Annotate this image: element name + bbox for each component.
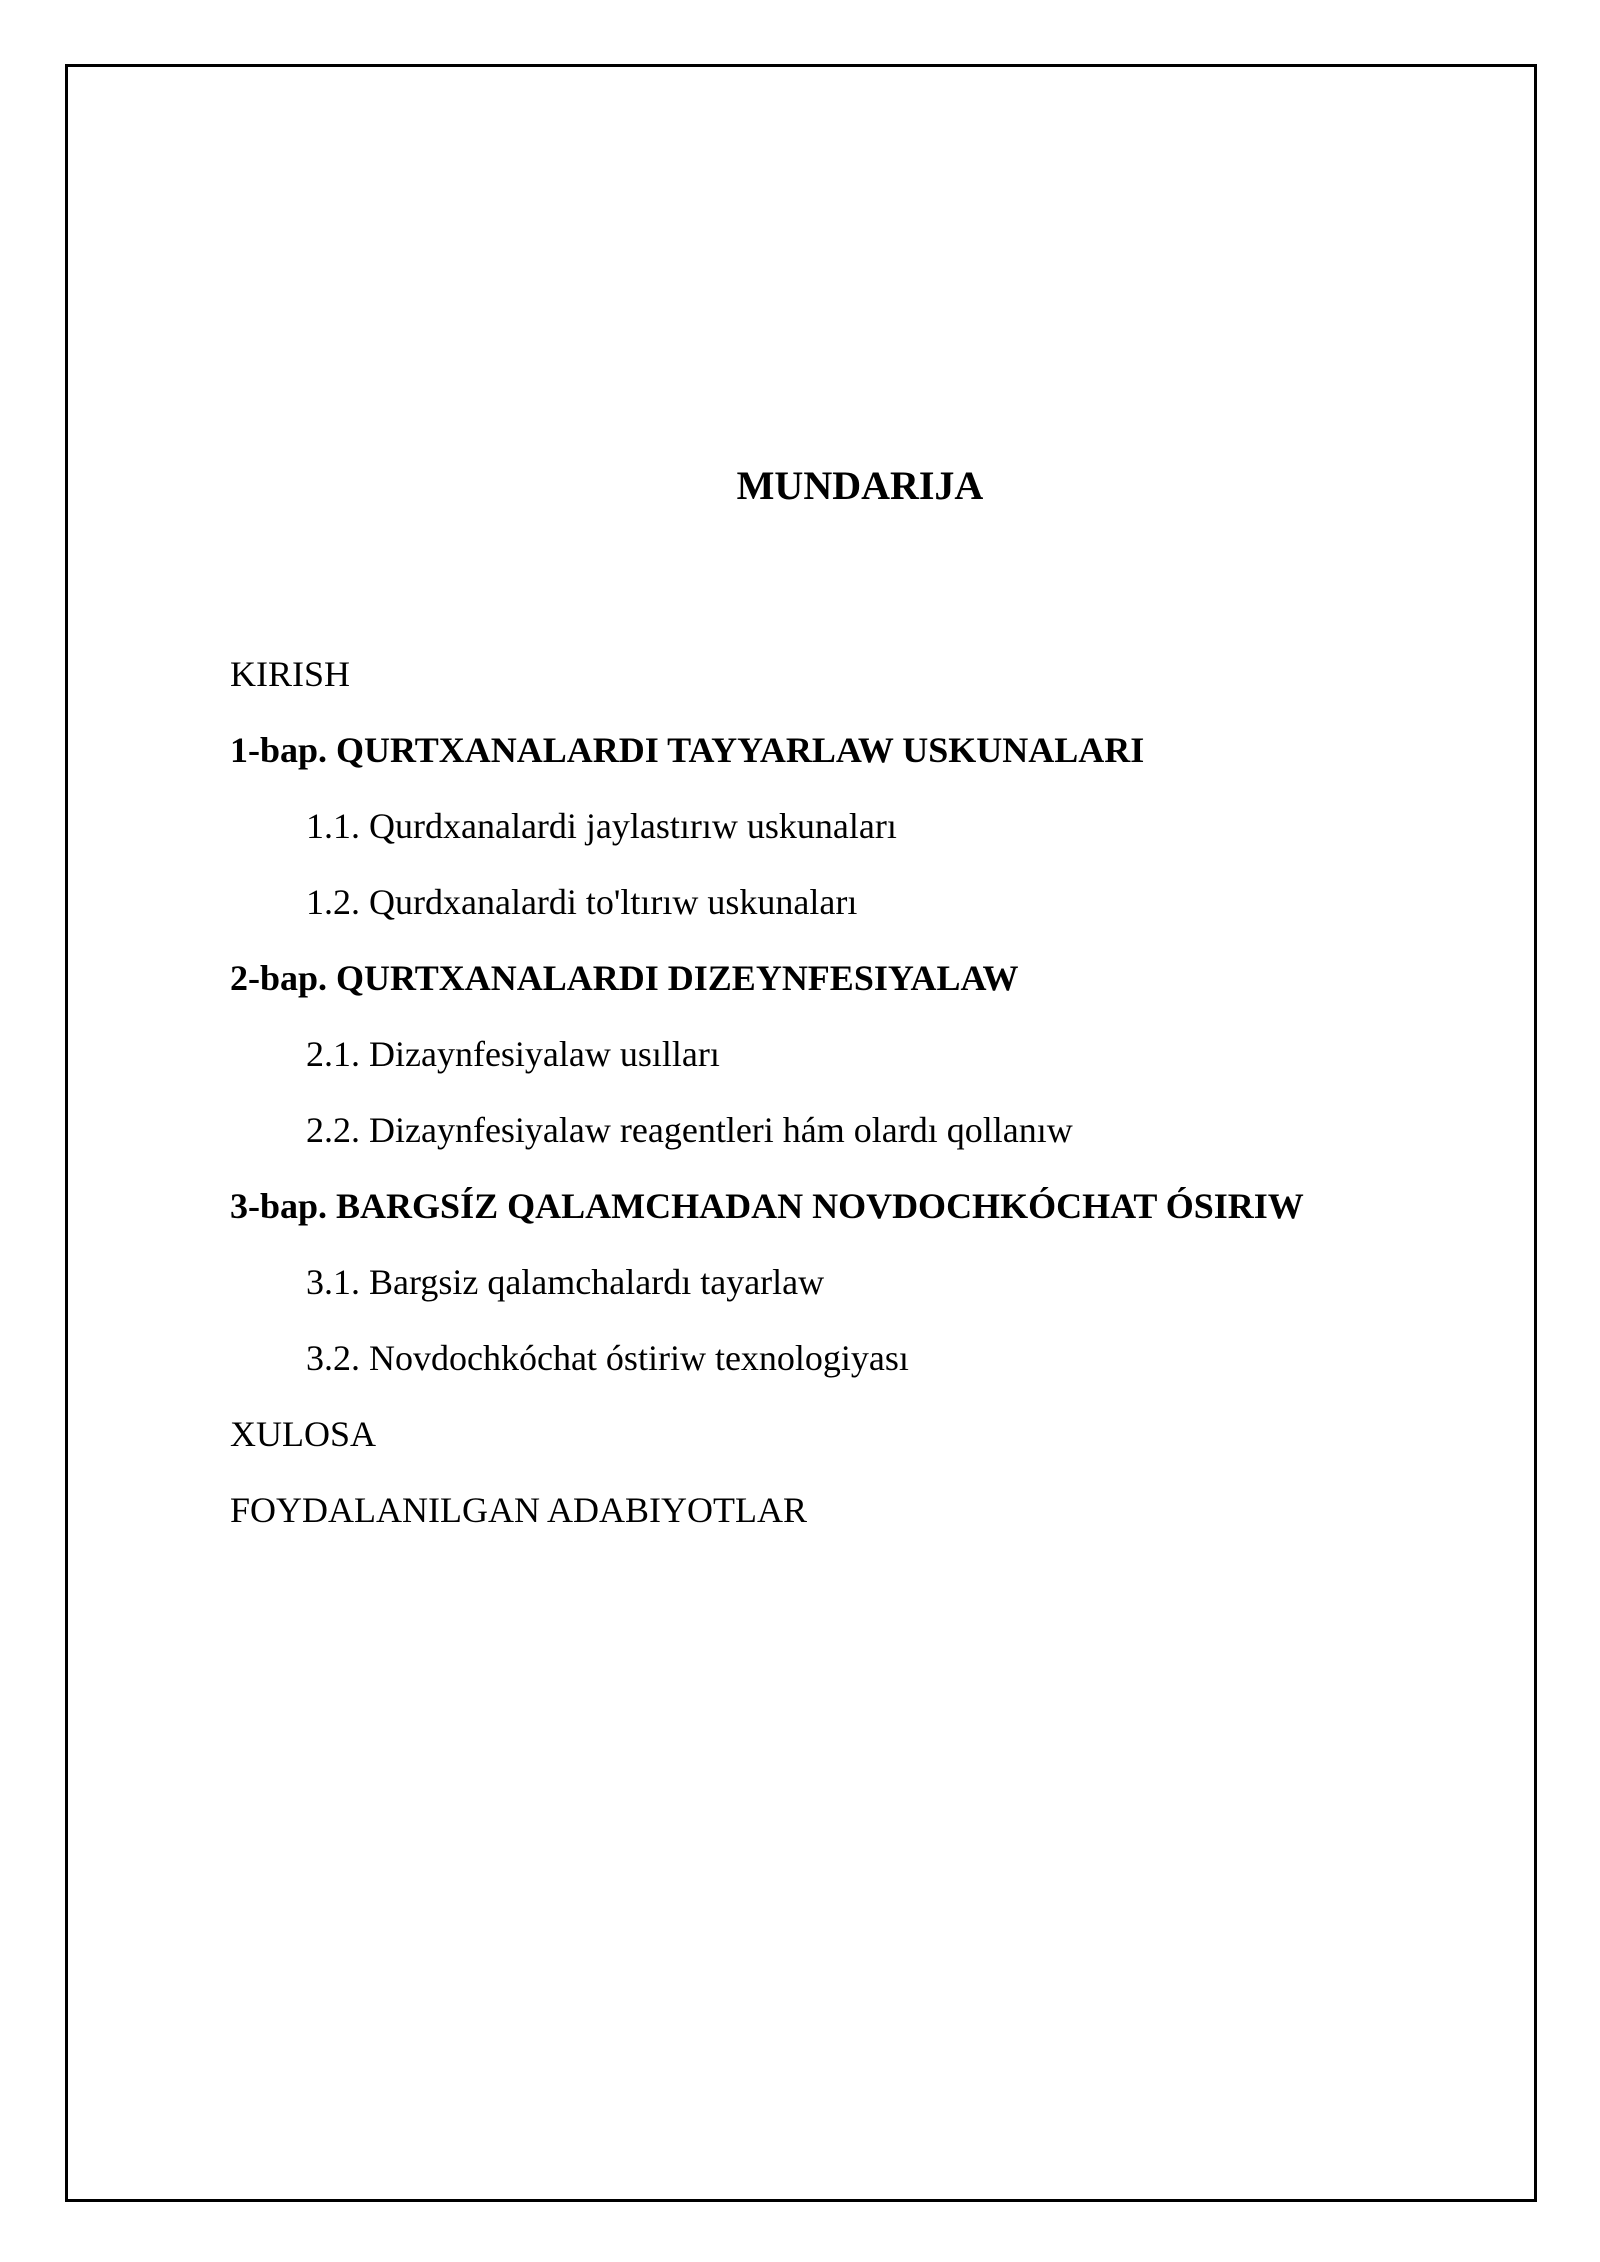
toc-entry-references: FOYDALANILGAN ADABIYOTLAR [230,1490,807,1530]
toc-chapter-2: 2-bap. QURTXANALARDI DIZEYNFESIYALAW [230,958,1019,998]
toc-section-3-1: 3.1. Bargsiz qalamchalardı tayarlaw [306,1262,825,1302]
toc-chapter-1: 1-bap. QURTXANALARDI TAYYARLAW USKUNALARI [230,730,1145,770]
page-title: MUNDARIJA [736,463,984,508]
toc-section-2-2: 2.2. Dizaynfesiyalaw reagentleri hám olardı qollanıw [306,1110,1073,1150]
toc-entry-xulosa: XULOSA [230,1414,377,1454]
toc-entry-kirish: KIRISH [230,654,351,694]
toc-section-1-1: 1.1. Qurdxanalardi jaylastırıw uskunaları [306,806,897,846]
toc-chapter-3: 3-bap. BARGSÍZ QALAMCHADAN NOVDOCHKÓCHAT ÓSIRIW [230,1186,1304,1226]
toc-section-1-2: 1.2. Qurdxanalardi to'ltırıw uskunaları [306,882,858,922]
toc-section-3-2: 3.2. Novdochkóchat óstiriw texnologiyası [306,1338,909,1378]
table-of-contents [230,636,1304,1548]
toc-section-2-1: 2.1. Dizaynfesiyalaw usılları [306,1034,720,1074]
